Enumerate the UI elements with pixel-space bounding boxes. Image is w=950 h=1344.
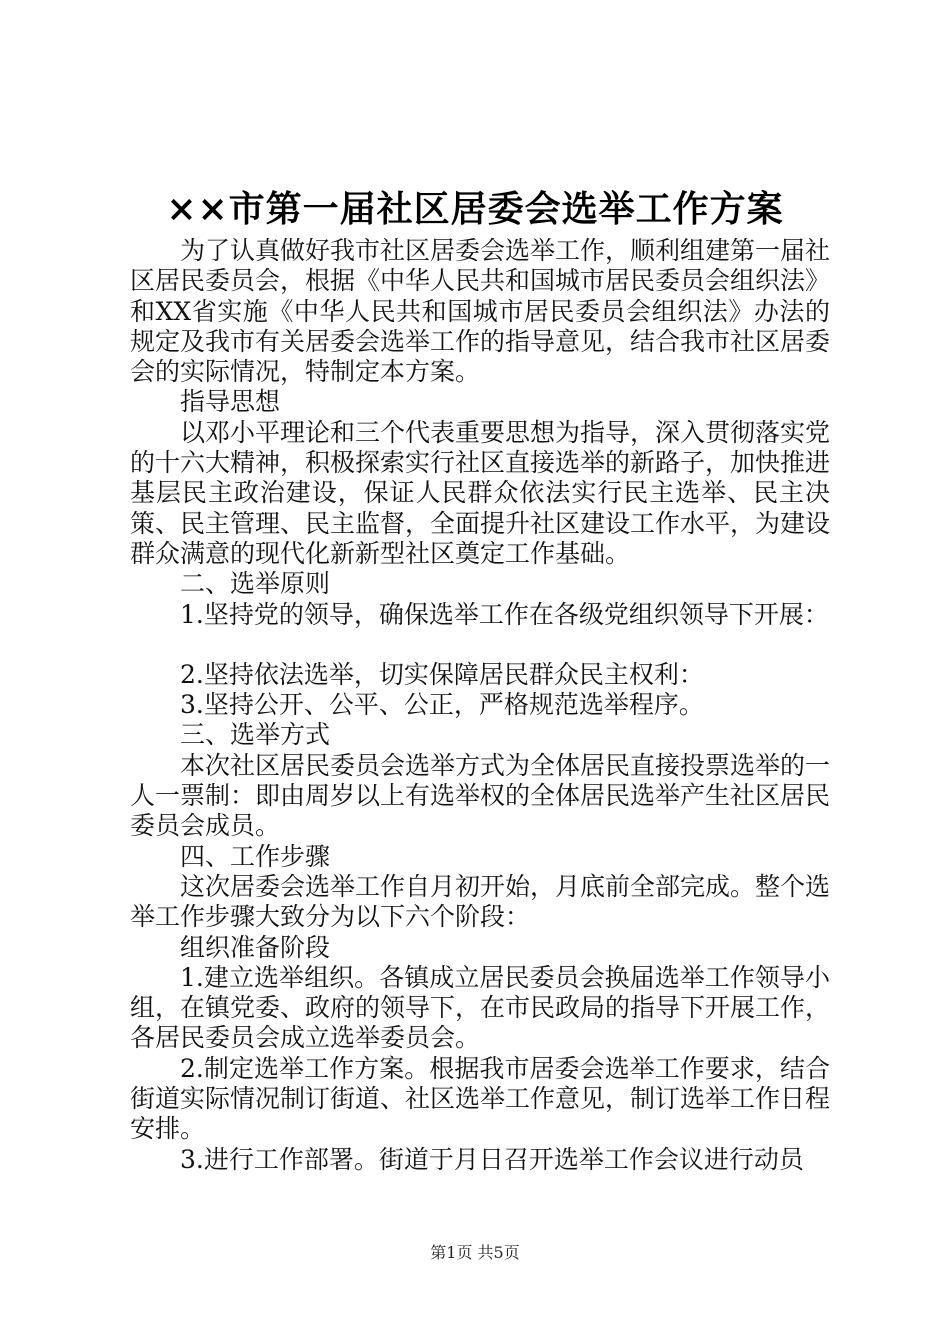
list-item: 1.坚持党的领导，确保选举工作在各级党组织领导下开展： bbox=[180, 599, 829, 629]
section-heading: 组织准备阶段 bbox=[180, 932, 331, 962]
page-number-footer: 第1页 共5页 bbox=[430, 1243, 520, 1262]
document-body bbox=[130, 236, 830, 1175]
list-item: 2.坚持依法选举，切实保障居民群众民主权利： bbox=[180, 659, 704, 689]
section-heading: 三、选举方式 bbox=[180, 720, 331, 750]
list-item: 3.进行工作部署。街道于月日召开选举工作会议进行动员 bbox=[180, 1144, 804, 1174]
section-heading: 二、选举原则 bbox=[180, 569, 331, 599]
body-paragraph: 以邓小平理论和三个代表重要思想为指导，深入贯彻落实党的十六大精神，积极探索实行社区直接选举的新路子，加快推进基层民主政治建设，保证人民群众依法实行民主选举、民主决策、民主管理、民主监督，全面提升社区建设工作水平，为建设群众满意的现代化新新型社区奠定工作基础。 bbox=[130, 417, 831, 568]
section-heading: 指导思想 bbox=[180, 387, 281, 417]
list-item: 2.制定选举工作方案。根据我市居委会选举工作要求，结合街道实际情况制订街道、社区选举工作意见，制订选举工作日程安排。 bbox=[130, 1053, 831, 1144]
intro-paragraph: 为了认真做好我市社区居委会选举工作，顺利组建第一届社区居民委员会，根据《中华人民共和国城市居民委员会组织法》和XX省实施《中华人民共和国城市居民委员会组织法》办法的规定及我市有关居委会选举工作的指导意见，结合我市社区居委会的实际情况，特制定本方案。 bbox=[130, 236, 831, 387]
body-paragraph: 这次居委会选举工作自月初开始，月底前全部完成。整个选举工作步骤大致分为以下六个阶段： bbox=[130, 871, 831, 932]
section-heading: 四、工作步骤 bbox=[180, 841, 331, 871]
list-item: 3.坚持公开、公平、公正，严格规范选举程序。 bbox=[180, 690, 704, 720]
document-title: ××市第一届社区居委会选举工作方案 bbox=[166, 188, 784, 230]
body-paragraph: 本次社区居民委员会选举方式为全体居民直接投票选举的一人一票制：即由周岁以上有选举权的全体居民选举产生社区居民委员会成员。 bbox=[130, 750, 831, 841]
list-item: 1.建立选举组织。各镇成立居民委员会换届选举工作领导小组，在镇党委、政府的领导下，在市民政局的指导下开展工作，各居民委员会成立选举委员会。 bbox=[130, 962, 831, 1053]
